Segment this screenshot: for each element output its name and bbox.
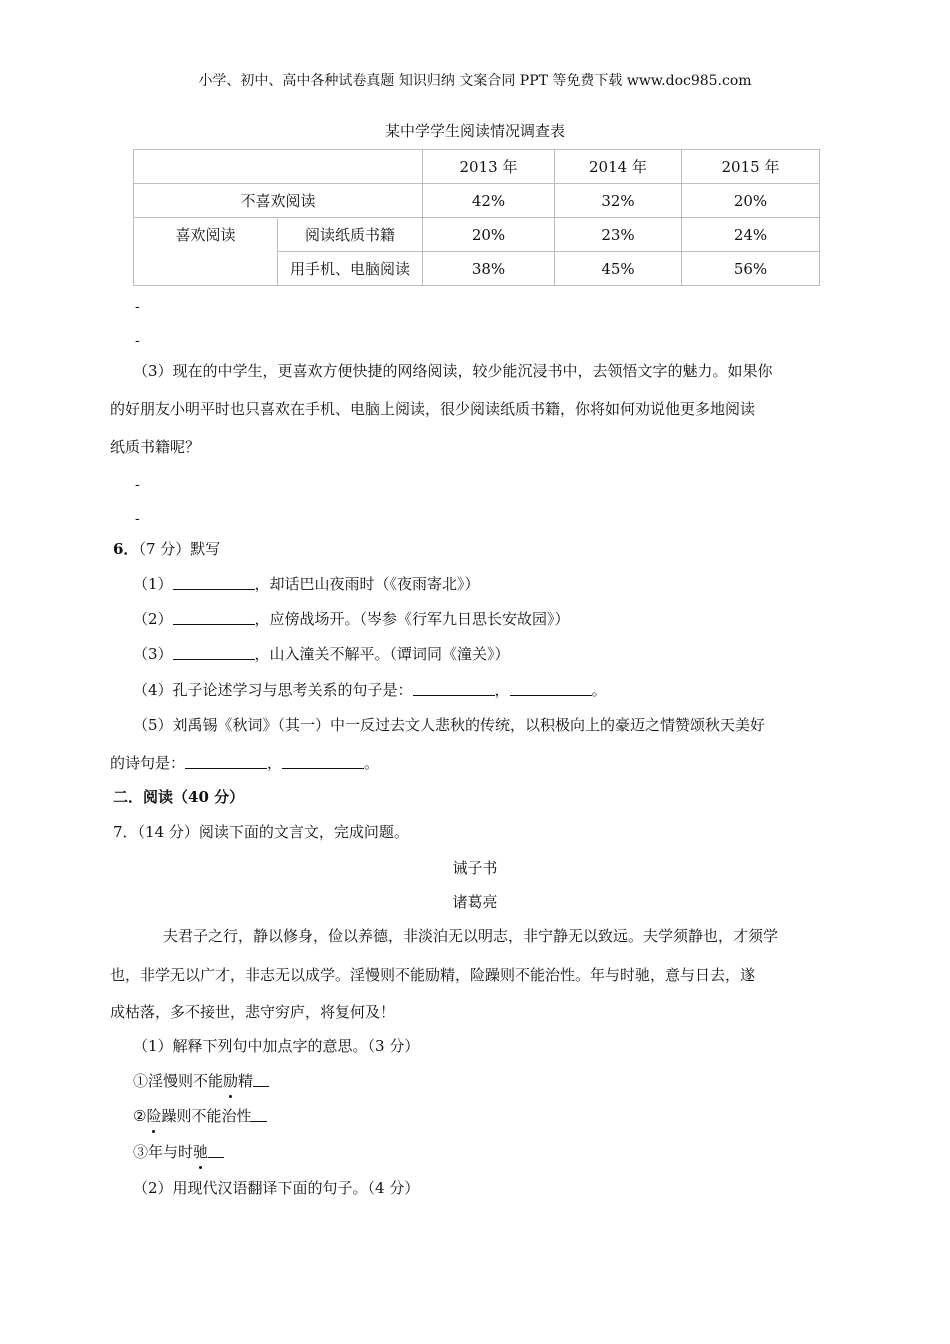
answer-dash: -: [135, 333, 140, 349]
row-label: 不喜欢阅读: [134, 184, 423, 218]
fill-blank[interactable]: [282, 753, 364, 769]
page-header: 小学、初中、高中各种试卷真题 知识归纳 文案合同 PPT 等免费下载 www.doc985.com: [198, 73, 752, 89]
fill-blank[interactable]: [510, 680, 592, 696]
dotted-char: 驰: [193, 1143, 209, 1161]
table-cell: 20%: [682, 184, 820, 218]
word-item: [133, 1105, 267, 1126]
section-heading: 二．阅读（40 分）: [113, 788, 245, 806]
q5-3-line: 纸质书籍呢？: [110, 438, 201, 456]
q7-sub2: （2）用现代汉语翻译下面的句子。（4 分）: [133, 1179, 420, 1197]
fill-blank[interactable]: [173, 574, 255, 590]
item-text: ③年与时: [133, 1143, 194, 1161]
q7-sub1: （1）解释下列句中加点字的意思。（3 分）: [133, 1037, 420, 1055]
item-text: ②: [133, 1107, 147, 1125]
fill-blank[interactable]: [173, 609, 255, 625]
table-header-row: [134, 150, 820, 184]
year-header: 2015 年: [682, 150, 820, 184]
table-cell: 32%: [555, 184, 682, 218]
item-text: 躁则不能治性: [161, 1107, 252, 1125]
fill-blank[interactable]: [251, 1106, 267, 1122]
item-label: （4）孔子论述学习与思考关系的句子是：: [133, 681, 413, 699]
table-cell: 42%: [423, 184, 555, 218]
table-title: 某中学学生阅读情况调查表: [384, 122, 565, 140]
fill-blank[interactable]: [253, 1071, 269, 1087]
answer-dash: -: [135, 511, 140, 527]
q5-3-line: （3）现在的中学生，更喜欢方便快捷的网络阅读，较少能沉浸书中，去领悟文字的魅力。如果你: [133, 362, 773, 380]
table-cell: 56%: [682, 252, 820, 286]
item-text: ，却话巴山夜雨时（《夜雨寄北》）: [254, 575, 480, 593]
passage-author: 诸葛亮: [452, 893, 498, 911]
q6-item: [133, 573, 480, 594]
table-cell: 23%: [555, 218, 682, 252]
answer-dash: -: [135, 299, 140, 315]
item-label: （1）: [133, 575, 173, 593]
item-label: （2）: [133, 610, 173, 628]
fill-blank[interactable]: [185, 753, 267, 769]
row-label: 用手机、电脑阅读: [278, 252, 423, 286]
item-text: ，应傍战场开。（岑参《行军九日思长安故园》）: [254, 610, 570, 628]
dotted-char: 险: [146, 1107, 162, 1125]
passage-text: 成枯落，多不接世，悲守穷庐，将复何及！: [110, 1003, 396, 1021]
fill-blank[interactable]: [208, 1142, 224, 1158]
item-text: ①淫慢则不能: [133, 1072, 224, 1090]
table-row: [134, 218, 820, 252]
year-header: 2014 年: [555, 150, 682, 184]
q6-heading: [113, 538, 220, 559]
item-text: ，: [267, 754, 283, 772]
reading-survey-table: [133, 149, 820, 286]
q6-item: [133, 608, 570, 629]
passage-text: 夫君子之行，静以修身，俭以养德，非淡泊无以明志，非宁静无以致远。夫学须静也，才须学: [163, 927, 779, 945]
dotted-char: 励: [223, 1072, 239, 1090]
table-cell: 20%: [423, 218, 555, 252]
question-title: （7 分）默写: [138, 540, 221, 558]
item-label: 的诗句是：: [110, 754, 186, 772]
q6-item: [133, 679, 607, 700]
table-corner-cell: [134, 150, 423, 184]
q7-intro: 7．（14 分）阅读下面的文言文，完成问题。: [113, 823, 409, 841]
fill-blank[interactable]: [413, 680, 495, 696]
passage-text: 也，非学无以广才，非志无以成学。淫慢则不能励精，险躁则不能治性。年与时驰，意与日去，遂: [110, 966, 756, 984]
item-text: 精: [238, 1072, 254, 1090]
item-text: 。: [591, 681, 607, 699]
group-label: 喜欢阅读: [134, 218, 278, 286]
row-label: 阅读纸质书籍: [278, 218, 423, 252]
table-row: [134, 184, 820, 218]
q6-item: [133, 643, 510, 664]
answer-dash: -: [135, 477, 140, 493]
table-cell: 38%: [423, 252, 555, 286]
year-header: 2013 年: [423, 150, 555, 184]
item-text: ，: [494, 681, 510, 699]
item-text: ，山入潼关不解平。（谭词同《潼关》）: [254, 645, 510, 663]
item-text: 。: [364, 754, 380, 772]
word-item: [133, 1070, 269, 1091]
table-cell: 24%: [682, 218, 820, 252]
table-cell: 45%: [555, 252, 682, 286]
q5-3-line: 的好朋友小明平时也只喜欢在手机、电脑上阅读，很少阅读纸质书籍，你将如何劝说他更多地阅读: [110, 400, 756, 418]
passage-title: 诫子书: [452, 859, 498, 877]
item-label: （3）: [133, 645, 173, 663]
q6-item: [110, 752, 379, 773]
question-number: 6．: [113, 540, 139, 558]
word-item: [133, 1141, 224, 1162]
fill-blank[interactable]: [173, 644, 255, 660]
q6-item: （5）刘禹锡《秋词》（其一）中一反过去文人悲秋的传统，以积极向上的豪迈之情赞颂秋天美好: [133, 716, 766, 734]
